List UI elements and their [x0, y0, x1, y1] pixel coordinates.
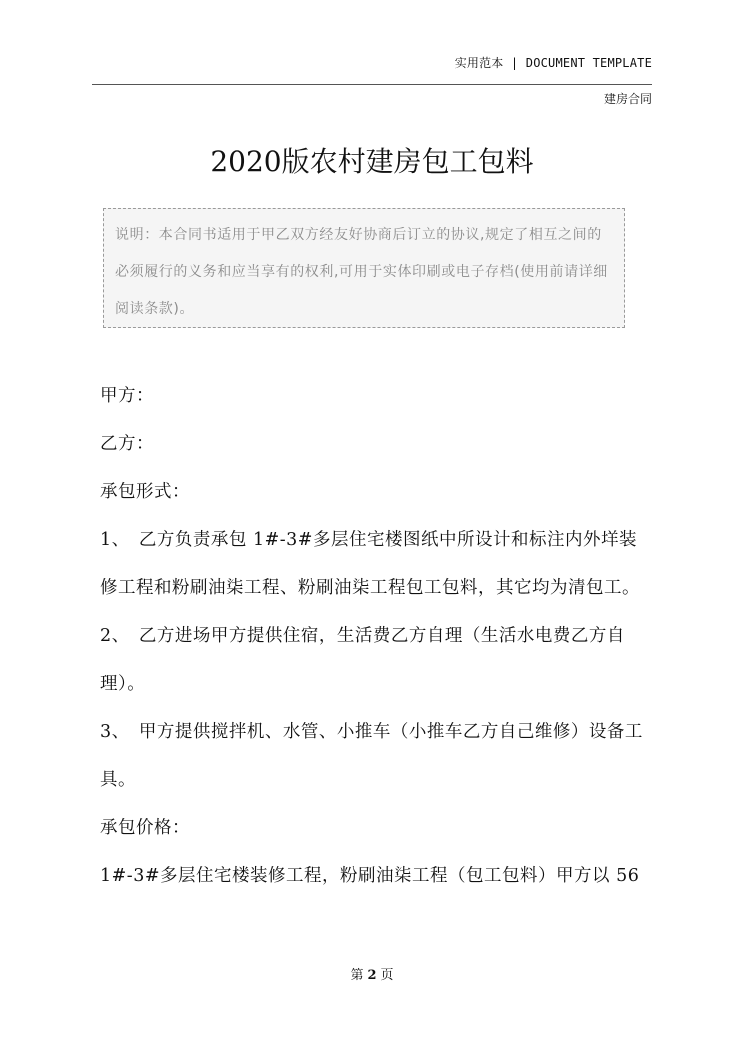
- party-b-line: 乙方：: [100, 434, 154, 454]
- clause-2: 2、 乙方进场甲方提供住宿，生活费乙方自理（生活水电费乙方自理）。: [100, 626, 625, 694]
- document-title: 2020版农村建房包工包料: [210, 145, 534, 178]
- notice-box: 说明：本合同书适用于甲乙双方经友好协商后订立的协议,规定了相互之间的必须履行的义务和应当享有的权利,可用于实体印刷或电子存档(使用前请详细阅读条款)。: [103, 208, 625, 328]
- footer-suffix: 页: [380, 968, 394, 983]
- price-heading: 承包价格：: [100, 818, 190, 838]
- contract-form-heading: 承包形式：: [100, 482, 190, 502]
- contract-body: [100, 372, 652, 900]
- page-footer: [0, 964, 744, 983]
- header-subtitle: 建房合同: [603, 92, 652, 106]
- clause-3: 3、 甲方提供搅拌机、水管、小推车（小推车乙方自己维修）设备工具。: [100, 722, 643, 790]
- header-divider: [92, 84, 652, 85]
- header-label: 实用范本 | DOCUMENT TEMPLATE: [454, 56, 652, 70]
- clause-1: 1、 乙方负责承包 1#-3#多层住宅楼图纸中所设计和标注内外垟装修工程和粉刷油柒工程、粉刷油柒工程包工包料，其它均为清包工。: [100, 530, 640, 598]
- footer-prefix: 第: [350, 968, 364, 983]
- price-clause: 1#-3#多层住宅楼装修工程，粉刷油柒工程（包工包料）甲方以 56: [100, 866, 640, 886]
- page-number: 2: [367, 968, 377, 983]
- party-a-line: 甲方：: [100, 386, 154, 406]
